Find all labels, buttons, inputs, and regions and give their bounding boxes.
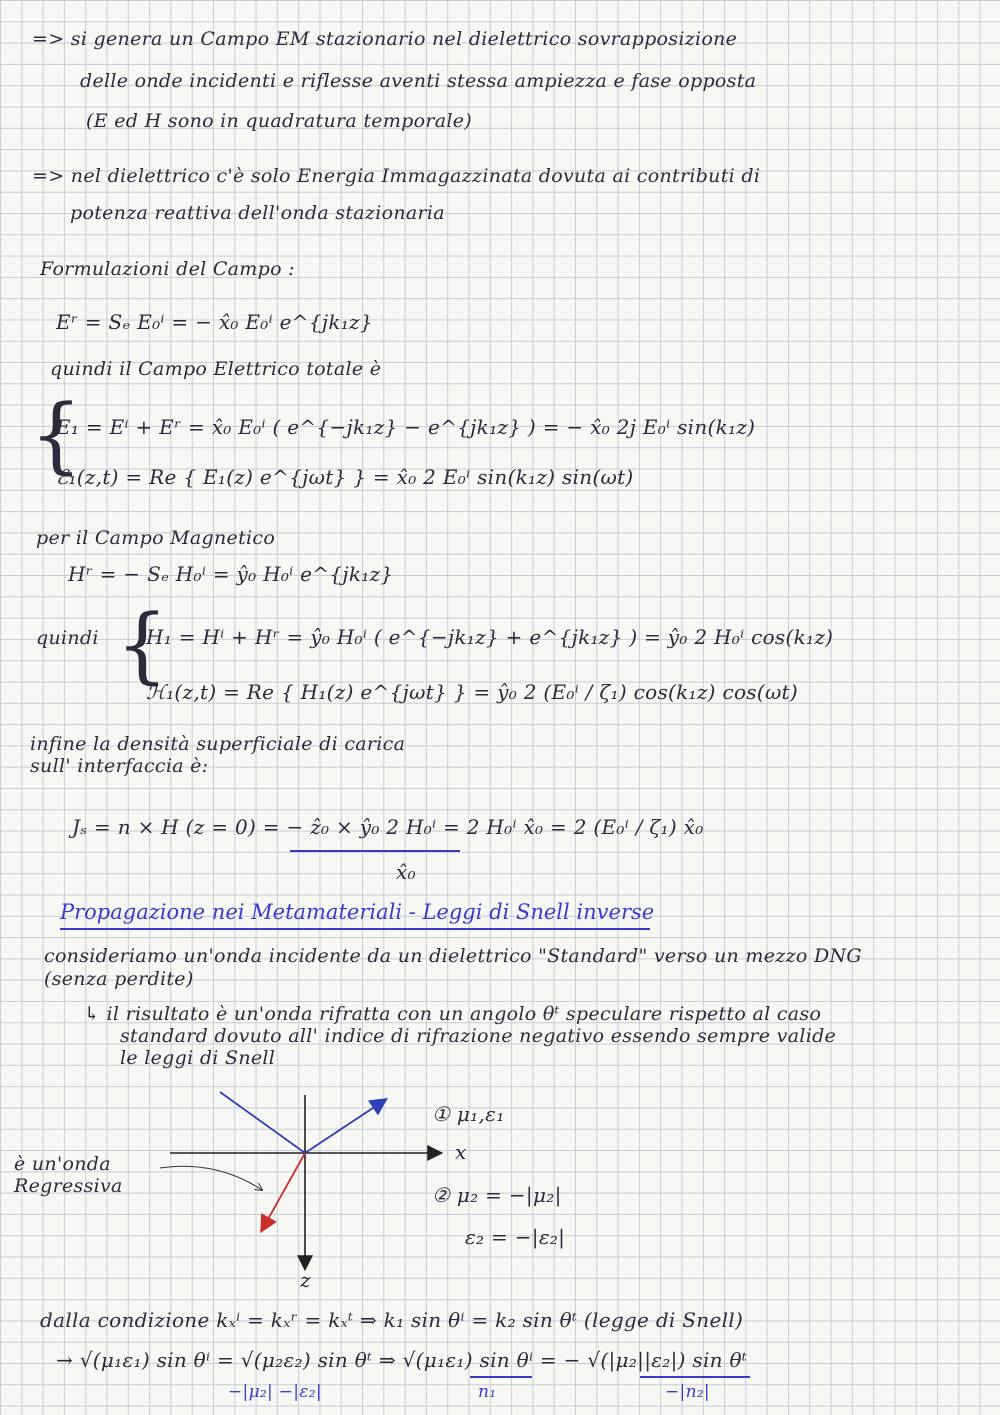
note-line-16: sull' interfaccia è: — [30, 755, 209, 777]
side-note-1: è un'onda — [14, 1153, 111, 1175]
eq-total-e: E₁ = Eⁱ + Eʳ = x̂₀ E₀ⁱ ( e^{−jk₁z} − e^{jk₁z} ) = − x̂₀ 2j E₀ⁱ sin(k₁z) — [56, 415, 756, 439]
underbrace-rule — [290, 850, 460, 852]
eq-time-h: ℋ₁(z,t) = Re { H₁(z) e^{jωt} } = ŷ₀ 2 (E₀ⁱ / ζ₁) cos(k₁z) cos(ωt) — [146, 680, 798, 704]
note-line-21: standard dovuto all' indice di rifrazione negativo essendo sempre valide — [120, 1025, 837, 1047]
note-line-19: (senza perdite) — [44, 968, 194, 990]
note-line-22: le leggi di Snell — [120, 1047, 276, 1069]
note-line-15: infine la densità superficiale di carica — [30, 733, 406, 755]
eq-reflected-e: Eʳ = Sₑ E₀ⁱ = − x̂₀ E₀ⁱ e^{jk₁z} — [56, 310, 373, 334]
note-line-4: => nel dielettrico c'è solo Energia Immagazzinata dovuta ai contributi di — [32, 165, 761, 187]
reflected-ray — [305, 1100, 385, 1153]
label-n2: −|n₂| — [665, 1382, 710, 1402]
heading-underline — [60, 928, 650, 930]
x-axis-label: x — [455, 1140, 467, 1164]
medium-1-label: ① μ₁,ε₁ — [432, 1102, 505, 1126]
brace-h: { — [116, 598, 169, 693]
side-note-2: Regressiva — [14, 1175, 123, 1197]
incident-ray — [220, 1092, 305, 1153]
eq-reflected-h: Hʳ = − Sₑ H₀ⁱ = ŷ₀ H₀ⁱ e^{jk₁z} — [68, 562, 394, 586]
eq-time-e: ℰ₁(z,t) = Re { E₁(z) e^{jωt} } = x̂₀ 2 E₀ⁱ sin(k₁z) sin(ωt) — [56, 465, 634, 489]
z-axis-label: z — [300, 1268, 311, 1292]
eq-underbrace-x0: x̂₀ — [396, 860, 416, 884]
note-line-2: delle onde incidenti e riflesse aventi stessa ampiezza e fase opposta — [80, 70, 757, 92]
section-formulazioni: Formulazioni del Campo : — [40, 258, 295, 280]
note-line-11: per il Campo Magnetico — [36, 527, 276, 549]
eq-snell-condition: dalla condizione kₓⁱ = kₓʳ = kₓᵗ ⇒ k₁ sin θⁱ = k₂ sin θᵗ (legge di Snell) — [40, 1308, 744, 1332]
medium-2-eps-label: ε₂ = −|ε₂| — [465, 1225, 566, 1249]
brace-e: { — [30, 388, 83, 483]
section-heading-metamateriali: Propagazione nei Metamateriali - Leggi di Snell inverse — [60, 900, 655, 924]
note-line-20: ↳ il risultato è un'onda rifratta con un angolo θᵗ speculare rispetto al caso — [84, 1003, 822, 1025]
note-line-18: consideriamo un'onda incidente da un dielettrico "Standard" verso un mezzo DNG — [44, 945, 862, 967]
eq-snell-inverse: → √(μ₁ε₁) sin θⁱ = √(μ₂ε₂) sin θᵗ ⇒ √(μ₁ε₁) sin θⁱ = − √(|μ₂||ε₂|) sin θᵗ — [56, 1348, 748, 1372]
label-n1: n₁ — [478, 1382, 497, 1402]
eq-total-h: H₁ = Hⁱ + Hʳ = ŷ₀ H₀ⁱ ( e^{−jk₁z} + e^{jk₁z} ) = ŷ₀ 2 H₀ⁱ cos(k₁z) — [146, 625, 834, 649]
note-line-8: quindi il Campo Elettrico totale è — [50, 358, 382, 380]
eq-surface-current: Jₛ = n × H (z = 0) = − ẑ₀ × ŷ₀ 2 H₀ⁱ = 2 H₀ⁱ x̂₀ = 2 (E₀ⁱ / ζ₁) x̂₀ — [72, 815, 704, 839]
note-line-3: (E ed H sono in quadratura temporale) — [86, 110, 472, 132]
underbrace-n2 — [640, 1376, 750, 1378]
refracted-ray — [262, 1153, 305, 1230]
annotation-arrow — [160, 1166, 262, 1190]
medium-2-mu-label: ② μ₂ = −|μ₂| — [432, 1183, 562, 1207]
label-mu-eps-neg: −|μ₂| −|ε₂| — [228, 1382, 322, 1402]
underbrace-n1 — [470, 1376, 532, 1378]
note-line-1: => si genera un Campo EM stazionario nel dielettrico sovrapposizione — [32, 28, 738, 50]
note-line-5: potenza reattiva dell'onda stazionaria — [70, 202, 445, 224]
note-quindi: quindi — [36, 627, 99, 649]
